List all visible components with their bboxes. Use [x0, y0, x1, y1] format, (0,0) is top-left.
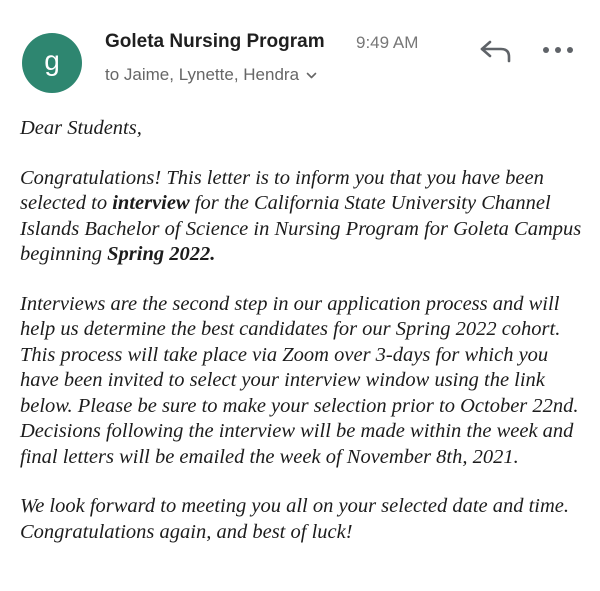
paragraph-closing: We look forward to meeting you all on your selected date and time. Congratulations again, and best of luck!: [20, 495, 570, 543]
timestamp: 9:49 AM: [356, 33, 419, 52]
email-header: [0, 0, 600, 110]
greeting: Dear Students,: [20, 117, 142, 139]
more-options-icon[interactable]: [540, 42, 576, 58]
paragraph-text: Congratulations! This letter is to inform you that you have been selected to: [20, 166, 544, 214]
paragraph-selection: [20, 166, 590, 268]
avatar[interactable]: g: [22, 33, 82, 93]
paragraph-interviews: Interviews are the second step in our application process and will help us determine the best candidates for our Spring 2022 cohort. This process will take place via Zoom over 3-days for which you have been invited to select your interview window using the link below. Please be sure to make your selection prior to October 22nd. Decisions following the interview will be made within the week and final letters will be emailed the week of November 8th, 2021.: [20, 292, 579, 468]
reply-icon[interactable]: [479, 38, 513, 64]
chevron-down-icon: [306, 70, 317, 81]
paragraph-text: for the California State University Channel Islands Bachelor of Science in Nursing Program for Goleta Campus beginning: [20, 192, 582, 265]
email-body: [20, 116, 590, 545]
emphasis-interview: interview: [112, 192, 190, 214]
emphasis-term: Spring 2022.: [107, 243, 216, 265]
recipients-label: to Jaime, Lynette, Hendra: [105, 65, 300, 84]
recipients-toggle[interactable]: [105, 65, 317, 85]
sender-name[interactable]: Goleta Nursing Program: [105, 31, 325, 52]
